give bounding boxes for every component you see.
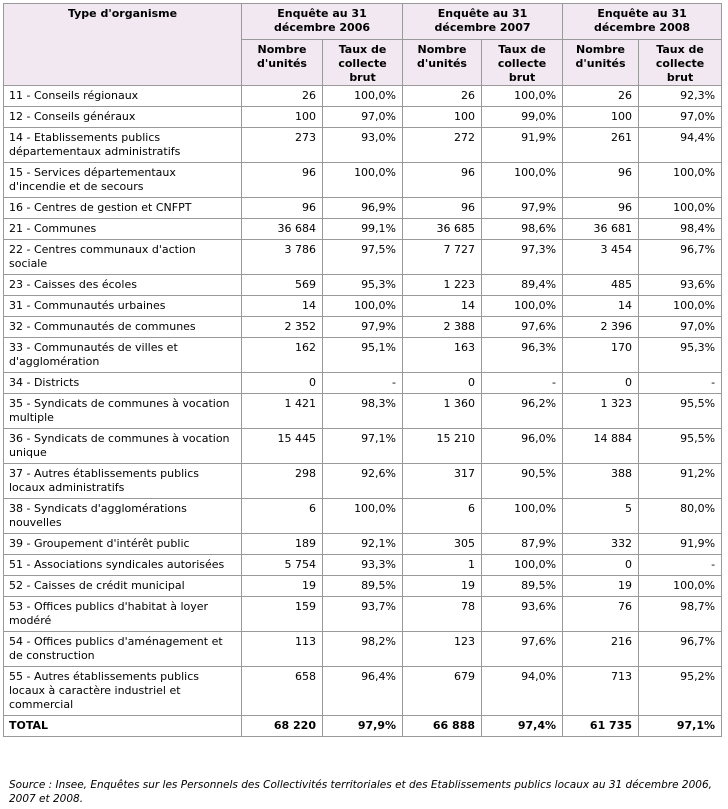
units-2007-cell: 0: [403, 373, 482, 394]
units-2008-cell: 713: [563, 667, 639, 716]
units-2007-cell: 1 360: [403, 394, 482, 429]
rate-2008-cell: 80,0%: [639, 499, 722, 534]
units-2006-cell: 3 786: [242, 240, 323, 275]
rate-2007-cell: 97,3%: [482, 240, 563, 275]
rate-2007-cell: 100,0%: [482, 163, 563, 198]
units-2007-cell: 36 685: [403, 219, 482, 240]
units-2008-cell: 36 681: [563, 219, 639, 240]
rate-header-2006: Taux de collecte brut: [323, 40, 403, 86]
units-2006-cell: 15 445: [242, 429, 323, 464]
units-2007-cell: 78: [403, 597, 482, 632]
units-2007-cell: 96: [403, 198, 482, 219]
units-2006-cell: 0: [242, 373, 323, 394]
table-row: [4, 555, 722, 576]
units-2008-cell: 5: [563, 499, 639, 534]
rate-2008-cell: 91,9%: [639, 534, 722, 555]
rate-2007-cell: 100,0%: [482, 555, 563, 576]
table-row: [4, 338, 722, 373]
rate-2006-cell: 98,2%: [323, 632, 403, 667]
units-2008-cell: 388: [563, 464, 639, 499]
units-2007-cell: 96: [403, 163, 482, 198]
units-2008-cell: 261: [563, 128, 639, 163]
table-row: [4, 107, 722, 128]
units-2006-cell: 273: [242, 128, 323, 163]
units-2008-cell: 3 454: [563, 240, 639, 275]
units-2007-cell: 163: [403, 338, 482, 373]
organism-type-label: 23 - Caisses des écoles: [4, 275, 242, 296]
units-2008-cell: 0: [563, 373, 639, 394]
units-2006-cell: 5 754: [242, 555, 323, 576]
rate-2007-cell: 100,0%: [482, 86, 563, 107]
rate-2006-cell: 97,1%: [323, 429, 403, 464]
rate-2006-cell: 100,0%: [323, 163, 403, 198]
rate-2007-cell: 97,6%: [482, 317, 563, 338]
rate-2006-cell: 89,5%: [323, 576, 403, 597]
type-column-header: Type d'organisme: [4, 4, 242, 86]
rate-2007-cell: 96,2%: [482, 394, 563, 429]
rate-2006-cell: 93,0%: [323, 128, 403, 163]
table-row: [4, 429, 722, 464]
units-2006-cell: 162: [242, 338, 323, 373]
rate-2008-cell: 95,3%: [639, 338, 722, 373]
rate-2007-cell: 98,6%: [482, 219, 563, 240]
table-row: [4, 464, 722, 499]
units-2008-cell: 19: [563, 576, 639, 597]
rate-2008-cell: 100,0%: [639, 198, 722, 219]
units-2006-cell: 68 220: [242, 716, 323, 737]
units-2008-cell: 26: [563, 86, 639, 107]
units-2008-cell: 96: [563, 163, 639, 198]
rate-2008-cell: 100,0%: [639, 163, 722, 198]
rate-2007-cell: 89,4%: [482, 275, 563, 296]
units-2006-cell: 159: [242, 597, 323, 632]
units-2007-cell: 15 210: [403, 429, 482, 464]
organism-type-label: 21 - Communes: [4, 219, 242, 240]
rate-2007-cell: -: [482, 373, 563, 394]
table-row: [4, 163, 722, 198]
units-2007-cell: 123: [403, 632, 482, 667]
rate-2006-cell: 97,0%: [323, 107, 403, 128]
rate-2006-cell: 97,9%: [323, 716, 403, 737]
rate-2007-cell: 99,0%: [482, 107, 563, 128]
rate-2007-cell: 90,5%: [482, 464, 563, 499]
units-2006-cell: 6: [242, 499, 323, 534]
units-2006-cell: 2 352: [242, 317, 323, 338]
table-row: [4, 394, 722, 429]
rate-2007-cell: 100,0%: [482, 499, 563, 534]
table-row: [4, 240, 722, 275]
table-row: [4, 534, 722, 555]
organism-type-label: 53 - Offices publics d'habitat à loyer modéré: [4, 597, 242, 632]
rate-2008-cell: -: [639, 555, 722, 576]
units-2007-cell: 26: [403, 86, 482, 107]
units-2008-cell: 14: [563, 296, 639, 317]
organism-type-label: 33 - Communautés de villes et d'agglomération: [4, 338, 242, 373]
rate-2006-cell: 92,1%: [323, 534, 403, 555]
units-2006-cell: 1 421: [242, 394, 323, 429]
organism-type-label: 14 - Etablissements publics départementaux administratifs: [4, 128, 242, 163]
rate-2006-cell: 92,6%: [323, 464, 403, 499]
units-2007-cell: 100: [403, 107, 482, 128]
units-header-2008: Nombre d'unités: [563, 40, 639, 86]
rate-2006-cell: 100,0%: [323, 86, 403, 107]
units-2007-cell: 317: [403, 464, 482, 499]
table-row: [4, 317, 722, 338]
units-2006-cell: 36 684: [242, 219, 323, 240]
rate-2006-cell: 95,1%: [323, 338, 403, 373]
organism-type-label: 34 - Districts: [4, 373, 242, 394]
units-2007-cell: 6: [403, 499, 482, 534]
rate-2008-cell: 98,7%: [639, 597, 722, 632]
units-2008-cell: 61 735: [563, 716, 639, 737]
units-2006-cell: 658: [242, 667, 323, 716]
units-2008-cell: 332: [563, 534, 639, 555]
organism-type-label: 11 - Conseils régionaux: [4, 86, 242, 107]
year-header-2006: Enquête au 31 décembre 2006: [242, 4, 403, 40]
rate-2007-cell: 87,9%: [482, 534, 563, 555]
organism-type-label: 35 - Syndicats de communes à vocation multiple: [4, 394, 242, 429]
units-2007-cell: 1 223: [403, 275, 482, 296]
rate-2008-cell: 92,3%: [639, 86, 722, 107]
units-2007-cell: 19: [403, 576, 482, 597]
units-2006-cell: 113: [242, 632, 323, 667]
units-2006-cell: 96: [242, 163, 323, 198]
rate-2008-cell: 96,7%: [639, 240, 722, 275]
organism-type-label: 52 - Caisses de crédit municipal: [4, 576, 242, 597]
units-2007-cell: 679: [403, 667, 482, 716]
rate-2007-cell: 91,9%: [482, 128, 563, 163]
rate-2007-cell: 97,9%: [482, 198, 563, 219]
units-2006-cell: 298: [242, 464, 323, 499]
rate-2006-cell: 97,9%: [323, 317, 403, 338]
rate-2006-cell: 100,0%: [323, 499, 403, 534]
units-2008-cell: 96: [563, 198, 639, 219]
units-2007-cell: 305: [403, 534, 482, 555]
rate-2008-cell: 98,4%: [639, 219, 722, 240]
table-row: [4, 296, 722, 317]
rate-2008-cell: 94,4%: [639, 128, 722, 163]
rate-2007-cell: 97,4%: [482, 716, 563, 737]
rate-2008-cell: 97,1%: [639, 716, 722, 737]
organism-type-label: 16 - Centres de gestion et CNFPT: [4, 198, 242, 219]
units-2006-cell: 96: [242, 198, 323, 219]
units-2008-cell: 2 396: [563, 317, 639, 338]
organism-type-label: 51 - Associations syndicales autorisées: [4, 555, 242, 576]
rate-2006-cell: 93,7%: [323, 597, 403, 632]
table-body: [4, 86, 722, 737]
units-2007-cell: 2 388: [403, 317, 482, 338]
rate-2007-cell: 100,0%: [482, 296, 563, 317]
table-row: [4, 219, 722, 240]
units-2008-cell: 1 323: [563, 394, 639, 429]
units-2008-cell: 76: [563, 597, 639, 632]
units-2006-cell: 569: [242, 275, 323, 296]
table-row: [4, 198, 722, 219]
units-2007-cell: 272: [403, 128, 482, 163]
rate-2007-cell: 94,0%: [482, 667, 563, 716]
units-2006-cell: 189: [242, 534, 323, 555]
year-header-2008: Enquête au 31 décembre 2008: [563, 4, 722, 40]
table-row: [4, 128, 722, 163]
rate-2006-cell: 93,3%: [323, 555, 403, 576]
rate-2008-cell: -: [639, 373, 722, 394]
units-2007-cell: 14: [403, 296, 482, 317]
table-row: [4, 275, 722, 296]
units-header-2006: Nombre d'unités: [242, 40, 323, 86]
rate-2007-cell: 97,6%: [482, 632, 563, 667]
table-row: [4, 667, 722, 716]
organism-type-label: 22 - Centres communaux d'action sociale: [4, 240, 242, 275]
units-2007-cell: 7 727: [403, 240, 482, 275]
rate-2006-cell: 100,0%: [323, 296, 403, 317]
units-2008-cell: 14 884: [563, 429, 639, 464]
total-row: [4, 716, 722, 737]
organism-type-label: 38 - Syndicats d'agglomérations nouvelles: [4, 499, 242, 534]
rate-2006-cell: 98,3%: [323, 394, 403, 429]
rate-header-2007: Taux de collecte brut: [482, 40, 563, 86]
organism-type-label: 39 - Groupement d'intérêt public: [4, 534, 242, 555]
year-header-2007: Enquête au 31 décembre 2007: [403, 4, 563, 40]
rate-2008-cell: 91,2%: [639, 464, 722, 499]
units-2006-cell: 100: [242, 107, 323, 128]
table-row: [4, 632, 722, 667]
organism-type-label: 32 - Communautés de communes: [4, 317, 242, 338]
table-row: [4, 576, 722, 597]
table-row: [4, 86, 722, 107]
organism-type-label: 37 - Autres établissements publics locaux administratifs: [4, 464, 242, 499]
units-header-2007: Nombre d'unités: [403, 40, 482, 86]
organism-type-label: 12 - Conseils généraux: [4, 107, 242, 128]
units-2007-cell: 66 888: [403, 716, 482, 737]
units-2008-cell: 216: [563, 632, 639, 667]
rate-2008-cell: 95,5%: [639, 394, 722, 429]
rate-2006-cell: 99,1%: [323, 219, 403, 240]
rate-2008-cell: 93,6%: [639, 275, 722, 296]
source-note: Source : Insee, Enquêtes sur les Personnels des Collectivités territoriales et des Etablissements publics locaux au 31 décembre 2006, 2007 et 2008.: [9, 779, 712, 805]
table-row: [4, 597, 722, 632]
rate-2006-cell: 96,9%: [323, 198, 403, 219]
rate-2008-cell: 100,0%: [639, 296, 722, 317]
units-2006-cell: 14: [242, 296, 323, 317]
rate-2006-cell: 96,4%: [323, 667, 403, 716]
units-2007-cell: 1: [403, 555, 482, 576]
rate-2008-cell: 95,2%: [639, 667, 722, 716]
units-2008-cell: 0: [563, 555, 639, 576]
organism-type-label: 36 - Syndicats de communes à vocation unique: [4, 429, 242, 464]
units-2008-cell: 100: [563, 107, 639, 128]
rate-2008-cell: 96,7%: [639, 632, 722, 667]
units-2006-cell: 26: [242, 86, 323, 107]
units-2008-cell: 170: [563, 338, 639, 373]
rate-header-2008: Taux de collecte brut: [639, 40, 722, 86]
organism-type-label: 15 - Services départementaux d'incendie et de secours: [4, 163, 242, 198]
statistics-table: [3, 3, 722, 737]
table-row: [4, 373, 722, 394]
organism-type-label: TOTAL: [4, 716, 242, 737]
organism-type-label: 54 - Offices publics d'aménagement et de construction: [4, 632, 242, 667]
rate-2007-cell: 93,6%: [482, 597, 563, 632]
rate-2008-cell: 97,0%: [639, 317, 722, 338]
rate-2006-cell: 95,3%: [323, 275, 403, 296]
rate-2007-cell: 96,3%: [482, 338, 563, 373]
rate-2007-cell: 89,5%: [482, 576, 563, 597]
table-row: [4, 499, 722, 534]
rate-2008-cell: 97,0%: [639, 107, 722, 128]
rate-2006-cell: -: [323, 373, 403, 394]
organism-type-label: 31 - Communautés urbaines: [4, 296, 242, 317]
rate-2006-cell: 97,5%: [323, 240, 403, 275]
rate-2008-cell: 95,5%: [639, 429, 722, 464]
rate-2007-cell: 96,0%: [482, 429, 563, 464]
units-2008-cell: 485: [563, 275, 639, 296]
units-2006-cell: 19: [242, 576, 323, 597]
organism-type-label: 55 - Autres établissements publics locaux à caractère industriel et commercial: [4, 667, 242, 716]
rate-2008-cell: 100,0%: [639, 576, 722, 597]
